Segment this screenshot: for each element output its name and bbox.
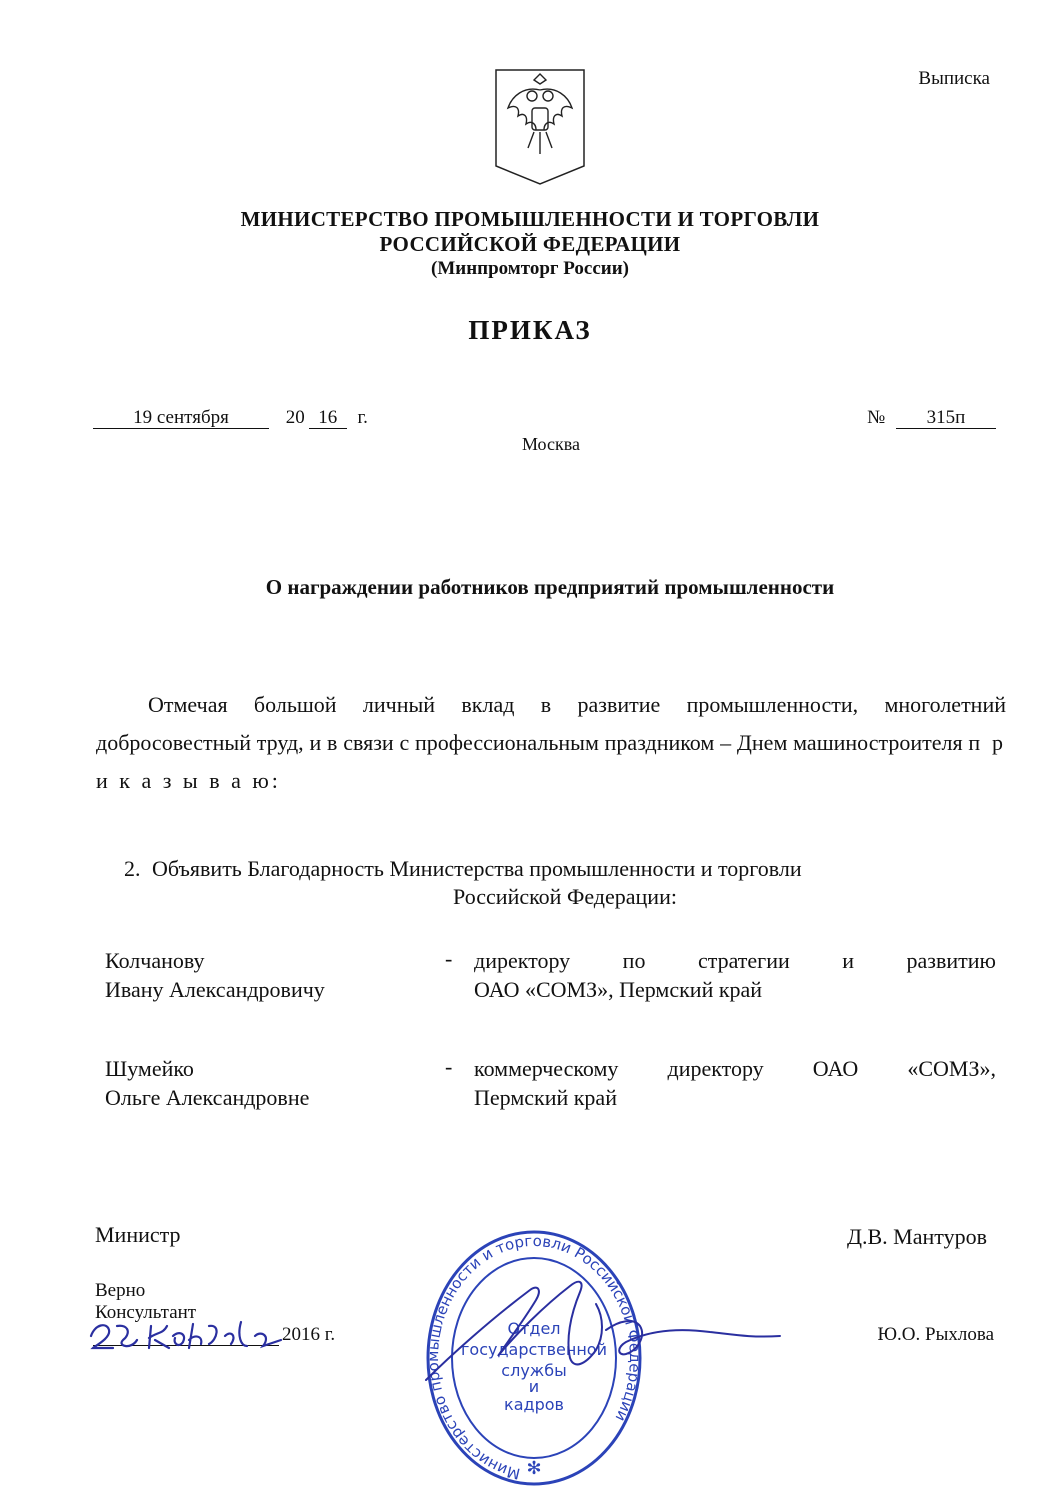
awardee-position-2 xyxy=(474,1054,996,1112)
year-abbr: г. xyxy=(357,407,368,428)
item-line1 xyxy=(124,856,802,882)
date-day-month: 19 сентября xyxy=(93,408,269,429)
position-line2: Пермский край xyxy=(474,1085,617,1110)
ministry-short-name: (Минпромторг России) xyxy=(431,258,629,279)
position-word: по xyxy=(622,948,646,973)
stamp-center-line: кадров xyxy=(504,1395,564,1414)
stamp-center-line: и xyxy=(528,1377,540,1396)
item-text-line2: Российской Федерации: xyxy=(453,884,677,909)
item-text-line1: Объявить Благодарность Министерства промышленности и торговли xyxy=(152,856,802,881)
awardee-given-name: Ивану Александровичу xyxy=(105,977,325,1002)
awardee-given-name: Ольге Александровне xyxy=(105,1085,310,1110)
consultant-label: Консультант xyxy=(95,1302,197,1323)
minister-title: Министр xyxy=(95,1222,181,1247)
handwritten-date xyxy=(85,1296,285,1356)
awardee-surname: Шумейко xyxy=(105,1056,194,1081)
order-number xyxy=(867,407,996,429)
consultant-name: Ю.О. Рыхлова xyxy=(877,1324,994,1345)
stamp-center-line: службы xyxy=(501,1361,567,1380)
stamp-star-icon: ✻ xyxy=(526,1458,542,1479)
preamble-paragraph xyxy=(96,686,1006,800)
order-word: п р и к а з ы в а ю: xyxy=(96,730,1006,793)
awardee-dash: - xyxy=(445,1054,453,1079)
position-word: ОАО xyxy=(812,1056,859,1081)
document-type-title: ПРИКАЗ xyxy=(468,315,592,345)
position-word: директору xyxy=(474,948,571,973)
awardee-dash: - xyxy=(445,946,453,971)
city: Москва xyxy=(522,434,580,454)
verno-label: Верно xyxy=(95,1280,146,1301)
order-date xyxy=(93,407,368,429)
coat-of-arms-emblem xyxy=(494,68,586,186)
position-word: развитию xyxy=(906,948,996,973)
year-suffix: 16 xyxy=(309,408,347,429)
stamp-ring-text: Министерство промышленности и торговли Российской Федерации xyxy=(423,1231,645,1483)
number-sign: № xyxy=(867,407,886,428)
position-word: стратегии xyxy=(697,948,790,973)
preamble-text: Отмечая большой личный вклад в развитие промышленности, многолетний добросовестный труд, и в связи с профессиональным праздником – Днем машиностроителя xyxy=(96,692,1006,755)
position-line2: ОАО «СОМЗ», Пермский край xyxy=(474,977,763,1002)
minister-name: Д.В. Мантуров xyxy=(847,1224,987,1249)
awardee-surname: Колчанову xyxy=(105,948,205,973)
extract-label: Выписка xyxy=(918,68,990,89)
position-word: и xyxy=(842,948,855,973)
certification-year: 2016 г. xyxy=(282,1324,336,1345)
awardee-position-1 xyxy=(474,946,996,1004)
awardee-name-1 xyxy=(105,946,325,1004)
ministry-name-line2: РОССИЙСКОЙ ФЕДЕРАЦИИ xyxy=(379,232,681,256)
stamp-center-line: государственной xyxy=(461,1340,607,1359)
year-prefix: 20 xyxy=(285,407,305,428)
stamp-center-line: Отдел xyxy=(507,1319,561,1338)
order-subject: О награждении работников предприятий промышленности xyxy=(265,575,835,599)
position-word: коммерческому xyxy=(474,1056,619,1081)
position-word: «СОМЗ», xyxy=(907,1056,996,1081)
awardee-name-2 xyxy=(105,1054,309,1112)
ministry-name-line1: МИНИСТЕРСТВО ПРОМЫШЛЕННОСТИ И ТОРГОВЛИ xyxy=(240,207,820,231)
position-word: директору xyxy=(667,1056,764,1081)
number-value: 315п xyxy=(896,408,996,429)
item-number: 2. xyxy=(124,856,141,881)
handwritten-signature xyxy=(420,1260,810,1390)
